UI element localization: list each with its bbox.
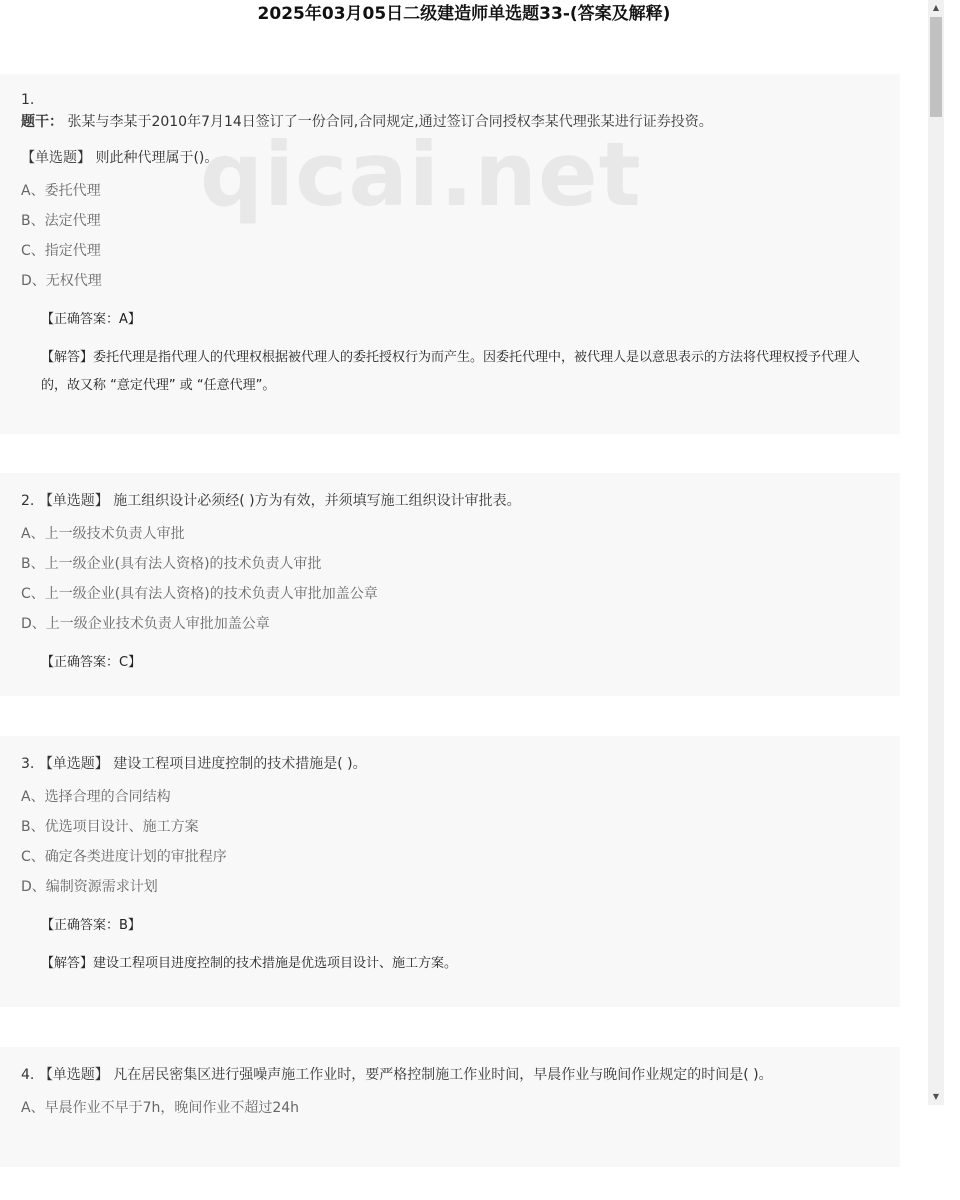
- scrollbar-thumb[interactable]: [930, 17, 942, 117]
- question-type-tag: 【单选题】: [21, 150, 91, 166]
- question-text-body: 建设工程项目进度控制的技术措施是( )。: [113, 756, 367, 772]
- question-card-2: [0, 473, 900, 696]
- option-a[interactable]: A、委托代理: [21, 183, 101, 199]
- scroll-down-icon[interactable]: ▼: [932, 1092, 940, 1101]
- question-text-body: 则此种代理属于()。: [95, 150, 219, 166]
- option-a[interactable]: A、上一级技术负责人审批: [21, 526, 185, 542]
- question-number: 4.: [21, 1067, 35, 1083]
- question-text-body: 施工组织设计必须经( )方为有效，并须填写施工组织设计审批表。: [113, 493, 521, 509]
- question-card-1: [0, 74, 900, 434]
- option-b[interactable]: B、法定代理: [21, 213, 101, 229]
- question-number: 1.: [21, 92, 35, 108]
- question-text: [21, 146, 878, 170]
- option-b[interactable]: B、优选项目设计、施工方案: [21, 819, 199, 835]
- options-list: [21, 176, 878, 296]
- option-d[interactable]: D、编制资源需求计划: [21, 879, 158, 895]
- option-d[interactable]: D、无权代理: [21, 273, 102, 289]
- scroll-up-icon[interactable]: ▲: [932, 3, 940, 12]
- question-type-tag: 【单选题】: [38, 756, 109, 772]
- option-b[interactable]: B、上一级企业(具有法人资格)的技术负责人审批: [21, 556, 322, 572]
- question-card-4: [0, 1047, 900, 1167]
- options-list: [21, 519, 878, 639]
- option-a[interactable]: A、早晨作业不早于7h，晚间作业不超过24h: [21, 1100, 300, 1116]
- question-card-3: [0, 736, 900, 1007]
- question-number: 2.: [21, 493, 35, 509]
- page-title: 2025年03月05日二级建造师单选题33-(答案及解释): [257, 4, 671, 24]
- option-c[interactable]: C、确定各类进度计划的审批程序: [21, 849, 227, 865]
- vertical-scrollbar[interactable]: [928, 0, 944, 1105]
- question-text-body: 凡在居民密集区进行强噪声施工作业时，要严格控制施工作业时间，早晨作业与晚间作业规定的时间是( )。: [113, 1067, 773, 1083]
- option-d[interactable]: D、上一级企业技术负责人审批加盖公章: [21, 616, 270, 632]
- correct-answer: 【正确答案：C】: [41, 655, 142, 670]
- question-text: [21, 1063, 878, 1087]
- option-a[interactable]: A、选择合理的合同结构: [21, 789, 171, 805]
- options-list: [21, 782, 878, 902]
- answer-explanation: 【解答】委托代理是指代理人的代理权根据被代理人的委托授权行为而产生。因委托代理中，被代理人是以意思表示的方法将代理权授予代理人的，故又称 “意定代理” 或 “任意代理”。: [41, 350, 861, 393]
- options-list: [21, 1093, 878, 1123]
- question-type-tag: 【单选题】: [38, 493, 109, 509]
- correct-answer: 【正确答案：A】: [41, 312, 141, 327]
- option-c[interactable]: C、指定代理: [21, 243, 101, 259]
- question-text: [21, 752, 878, 776]
- answer-explanation: 【解答】建设工程项目进度控制的技术措施是优选项目设计、施工方案。: [41, 956, 458, 971]
- stem-label: 题干：: [21, 114, 63, 130]
- question-text: [21, 489, 878, 513]
- question-stem: [21, 110, 878, 134]
- question-number: 3.: [21, 756, 35, 772]
- option-c[interactable]: C、上一级企业(具有法人资格)的技术负责人审批加盖公章: [21, 586, 378, 602]
- watermark-logo: qicai.net: [200, 123, 642, 226]
- correct-answer: 【正确答案：B】: [41, 918, 141, 933]
- stem-text: 张某与李某于2010年7月14日签订了一份合同,合同规定,通过签订合同授权李某代理张某进行证券投资。: [67, 114, 713, 130]
- question-type-tag: 【单选题】: [38, 1067, 109, 1083]
